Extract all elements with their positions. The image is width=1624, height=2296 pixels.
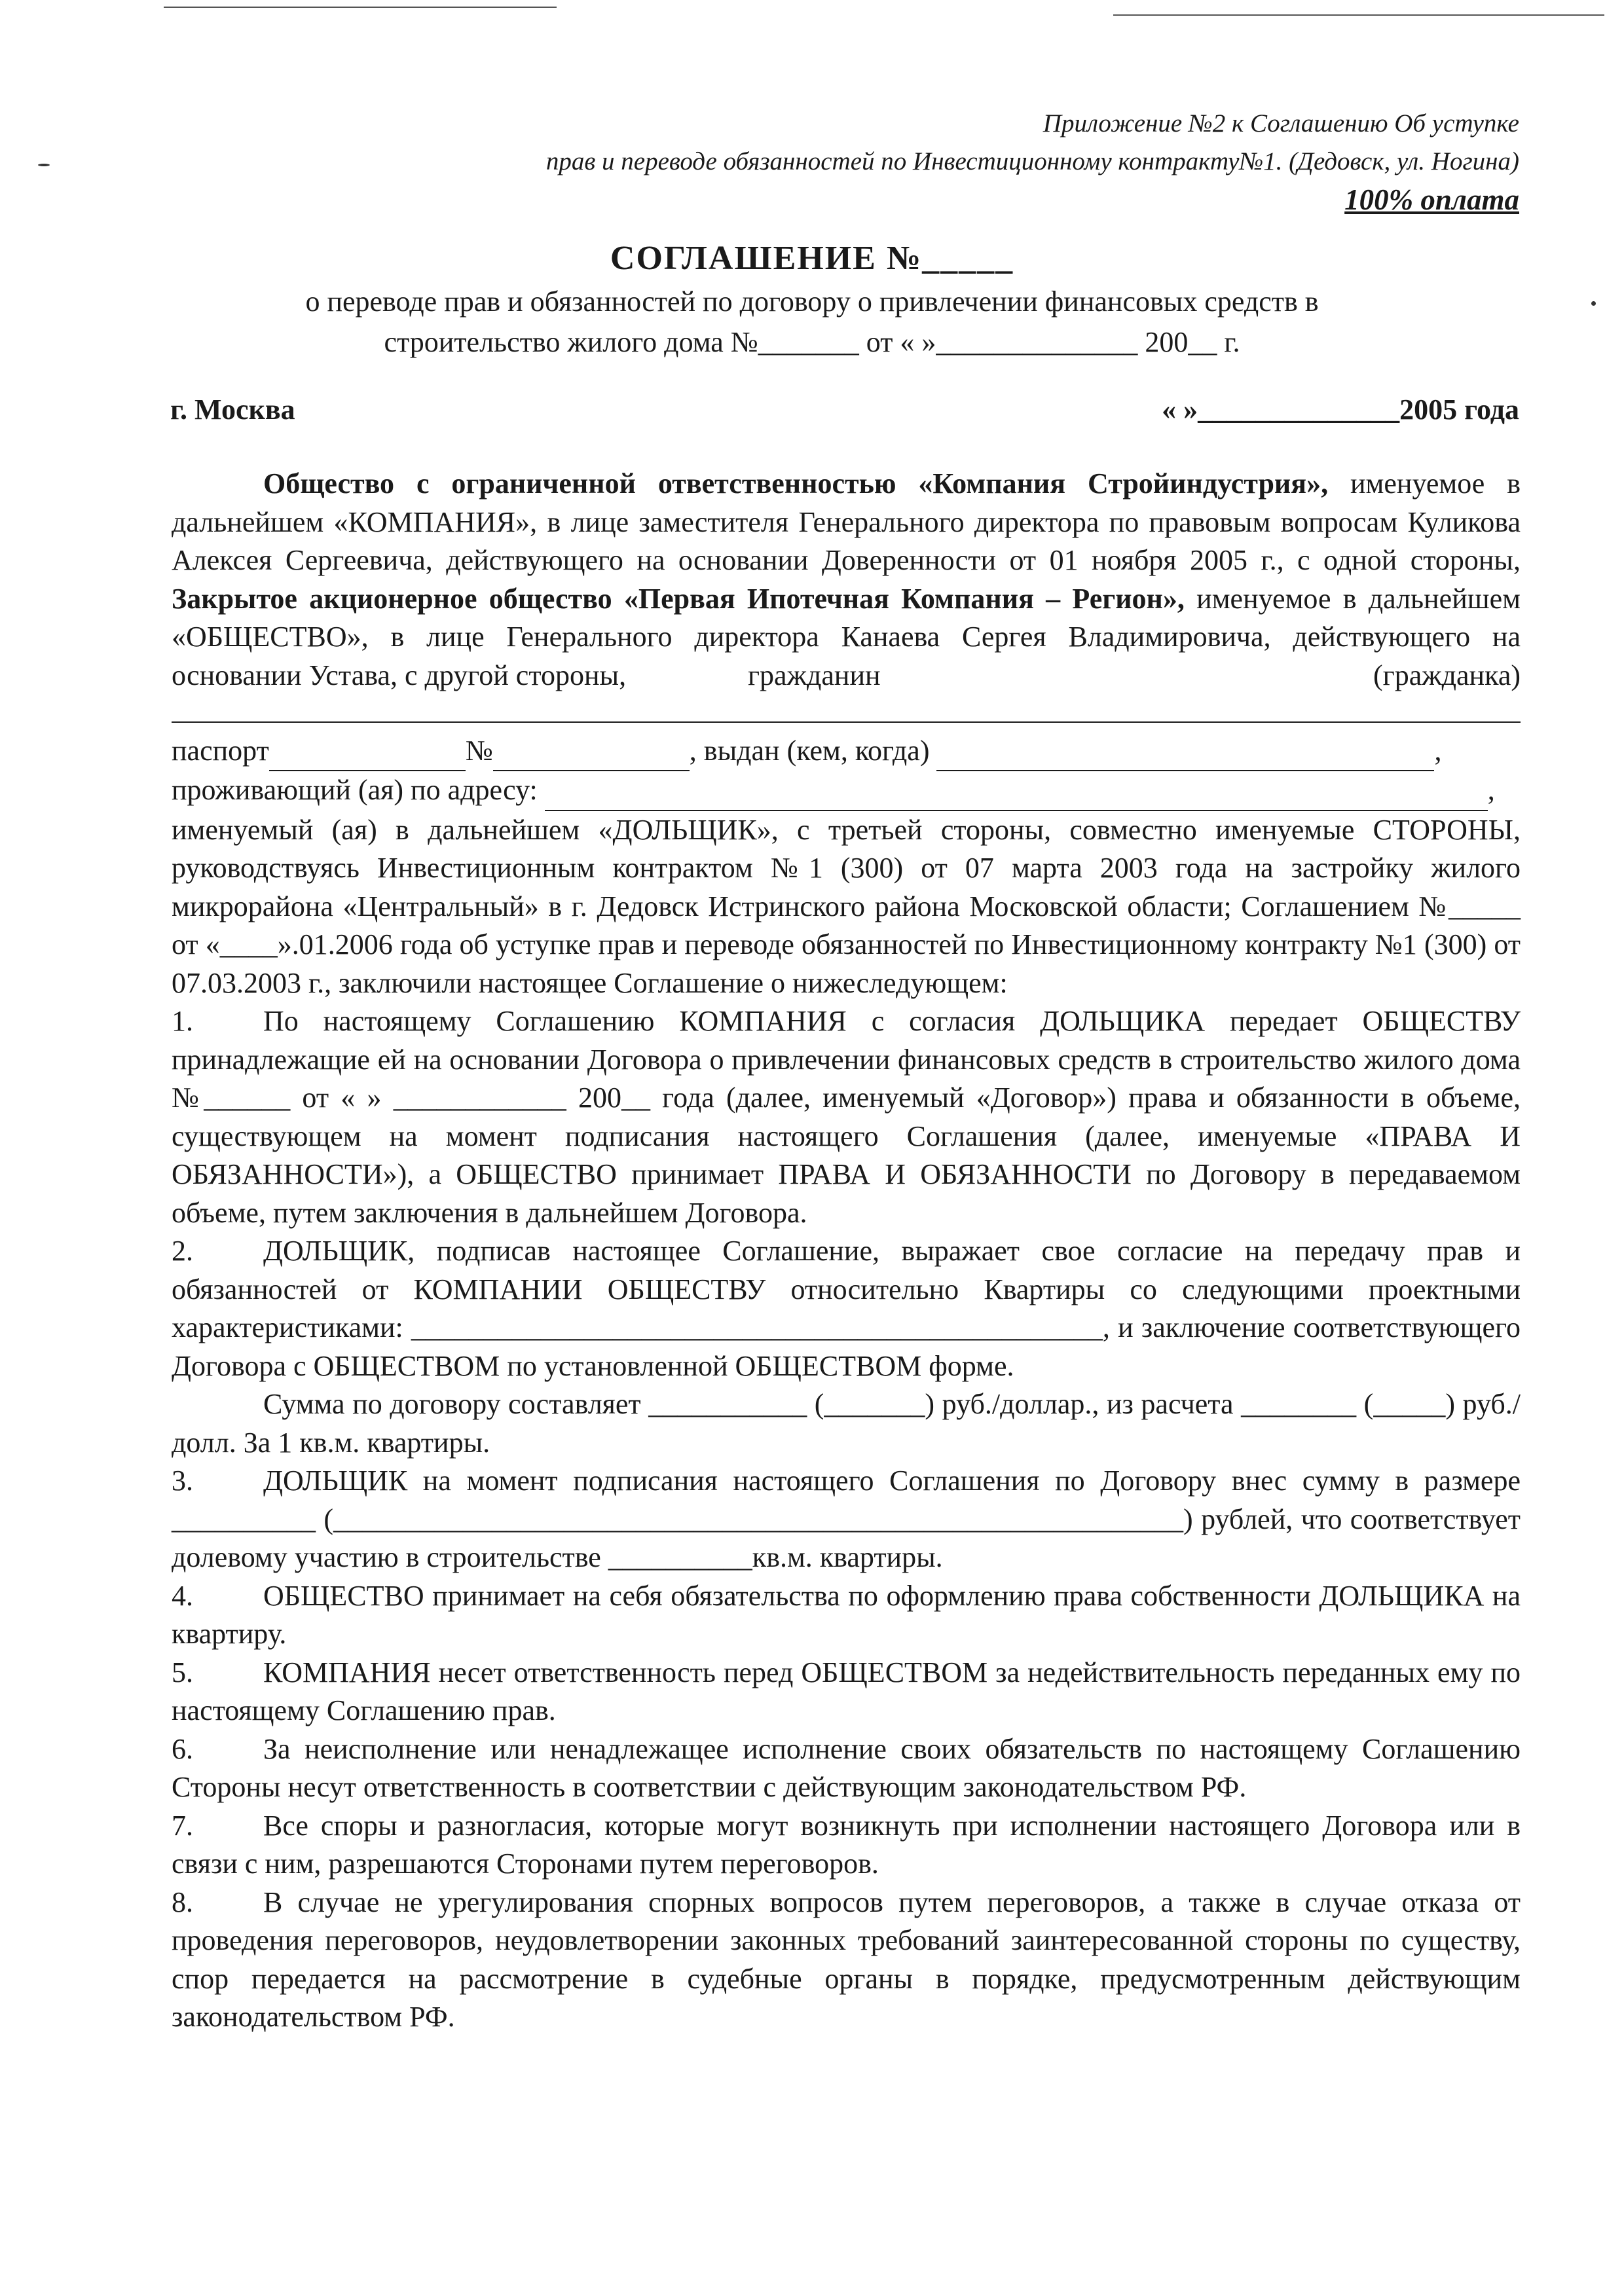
scan-artifact-speck <box>38 164 50 166</box>
citizen-name-line <box>172 695 1521 723</box>
scan-artifact-speck <box>1591 301 1596 306</box>
passport-series-blank <box>269 732 466 772</box>
clause-item <box>172 1462 1521 1577</box>
residence-row: проживающий (ая) по адресу: , <box>172 771 1521 811</box>
annex-line-1: Приложение №2 к Соглашению Об уступке <box>1043 109 1519 137</box>
residence-label: проживающий (ая) по адресу: <box>172 774 538 806</box>
clause-item <box>172 1385 1521 1462</box>
passport-row: паспорт № , выдан (кем, когда) , <box>172 732 1521 772</box>
clause-text: По настоящему Соглашению КОМПАНИЯ с согласия ДОЛЬЩИКА передает ОБЩЕСТВУ принадлежащие ей на основании Договора о привлечении финансовых средств в строительство жилого дома №______ от « » ____________ 200__ года (далее, именуемый «Договор») права и обязанности в объеме, существующем на момент подписания настоящего Соглашения (далее, именуемые «ПРАВА И ОБЯЗАННОСТИ»), а ОБЩЕСТВО принимает ПРАВА И ОБЯЗАННОСТИ по Договору в передаваемом объеме, путем заключения в дальнейшем Договора. <box>172 1005 1521 1229</box>
company-name: Общество с ограниченной ответственностью «Компания Стройиндустрия», <box>263 467 1329 500</box>
citizen-label: гражданин <box>748 659 881 691</box>
clause-number: 3. <box>172 1465 193 1497</box>
subtitle-line-2: строительство жилого дома №_______ от « »______________ 200__ г. <box>384 326 1240 358</box>
society-name: Закрытое акционерное общество «Первая Ипотечная Компания – Регион», <box>172 582 1185 615</box>
scan-artifact-line <box>164 7 557 8</box>
payment-note: 100% оплата <box>1344 183 1519 216</box>
passport-issued-label: , выдан (кем, когда) <box>689 734 930 767</box>
clause-text: ДОЛЬЩИК на момент подписания настоящего Соглашения по Договору внес сумму в размере __________ (___________________________________________________________) рублей, что соответствует долевому участию в строительстве __________кв.м. квартиры. <box>172 1465 1521 1573</box>
document-date: « »______________2005 года <box>1162 393 1519 426</box>
clause-number: 6. <box>172 1732 193 1765</box>
intro-text-2: именуемое в дальнейшем «ОБЩЕСТВО», в лице Генерального директора Канаева Сергея Владимировича, действующего на основании Устава, с другой стороны, <box>172 582 1521 691</box>
document-title: СОГЛАШЕНИЕ №_____ <box>610 240 1014 277</box>
clause-item <box>172 1232 1521 1385</box>
clause-item <box>172 1884 1521 2037</box>
passport-issued-blank <box>936 732 1434 772</box>
annex-header <box>275 105 1519 219</box>
clause-text: За неисполнение или ненадлежащее исполнение своих обязательств по настоящему Соглашению Стороны несут ответственность в соответствии с действующим законодательством РФ. <box>172 1732 1521 1803</box>
clauses-list <box>172 1002 1521 2037</box>
clause-item <box>172 1730 1521 1807</box>
subtitle-line-1: о переводе прав и обязанностей по договору о привлечении финансовых средств в <box>305 285 1319 318</box>
passport-number-blank <box>493 732 690 772</box>
clause-text: ДОЛЬЩИК, подписав настоящее Соглашение, выражает свое согласие на передачу прав и обязанностей от КОМПАНИИ ОБЩЕСТВУ относительно Квартиры со следующими проектными характеристиками: ________________________________________________, и заключение соответствующего Договора с ОБЩЕСТВОМ по установленной ОБЩЕСТВОМ форме. <box>172 1235 1521 1382</box>
document-subtitle <box>196 282 1428 363</box>
preamble: именуемый (ая) в дальнейшем «ДОЛЬЩИК», с третьей стороны, совместно именуемые СТОРОНЫ, руководствуясь Инвестиционным контрактом №1 (300) от 07 марта 2003 года на застройку жилого микрорайона «Центральный» в г. Дедовск Истринского района Московской области; Соглашением №_____ от «____».01.2006 года об уступке прав и переводе обязанностей по Инвестиционному контракту №1 (300) от 07.03.2003 г., заключили настоящее Соглашение о нижеследующем: <box>172 813 1521 999</box>
residence-blank <box>545 771 1488 811</box>
clause-text: ОБЩЕСТВО принимает на себя обязательства по оформлению права собственности ДОЛЬЩИКА на квартиру. <box>172 1579 1521 1650</box>
clause-item <box>172 1577 1521 1654</box>
citizen-f-label: (гражданка) <box>1373 659 1521 691</box>
passport-label: паспорт <box>172 734 269 767</box>
clause-number: 2. <box>172 1235 193 1267</box>
clause-item <box>172 1654 1521 1730</box>
intro-text-1: именуемое в дальнейшем «КОМПАНИЯ», в лице заместителя Генерального директора по правовым вопросам Куликова Алексея Сергеевича, действующего на основании Доверенности от 01 ноября 2005 г., с одной стороны, <box>172 467 1521 576</box>
clause-number: 5. <box>172 1656 193 1688</box>
clause-text: Сумма по договору составляет ___________ (_______) руб./доллар., из расчета ________ (_____) руб./долл. За 1 кв.м. квартиры. <box>172 1388 1521 1459</box>
city: г. Москва <box>170 393 295 426</box>
annex-line-2: прав и переводе обязанностей по Инвестиционному контракту№1. (Дедовск, ул. Ногина) <box>545 147 1519 175</box>
document-body <box>172 465 1521 2037</box>
clause-number: 4. <box>172 1579 193 1612</box>
clause-text: Все споры и разногласия, которые могут возникнуть при исполнении настоящего Договора или в связи с ним, разрешаются Сторонами путем переговоров. <box>172 1809 1521 1880</box>
passport-no-label: № <box>465 734 493 767</box>
clause-number: 8. <box>172 1886 193 1918</box>
clause-item <box>172 1002 1521 1232</box>
scan-artifact-line <box>1113 14 1604 16</box>
clause-number: 7. <box>172 1809 193 1842</box>
clause-item <box>172 1807 1521 1884</box>
clause-number: 1. <box>172 1005 193 1037</box>
clause-text: В случае не урегулирования спорных вопросов путем переговоров, а также в случае отказа от проведения переговоров, неудовлетворении законных требований заинтересованной стороны по существу, спор передается на рассмотрение в судебные органы в порядке, предусмотренным действующим законодательством РФ. <box>172 1886 1521 2033</box>
clause-text: КОМПАНИЯ несет ответственность перед ОБЩЕСТВОМ за недействительность переданных ему по настоящему Соглашению прав. <box>172 1656 1521 1726</box>
